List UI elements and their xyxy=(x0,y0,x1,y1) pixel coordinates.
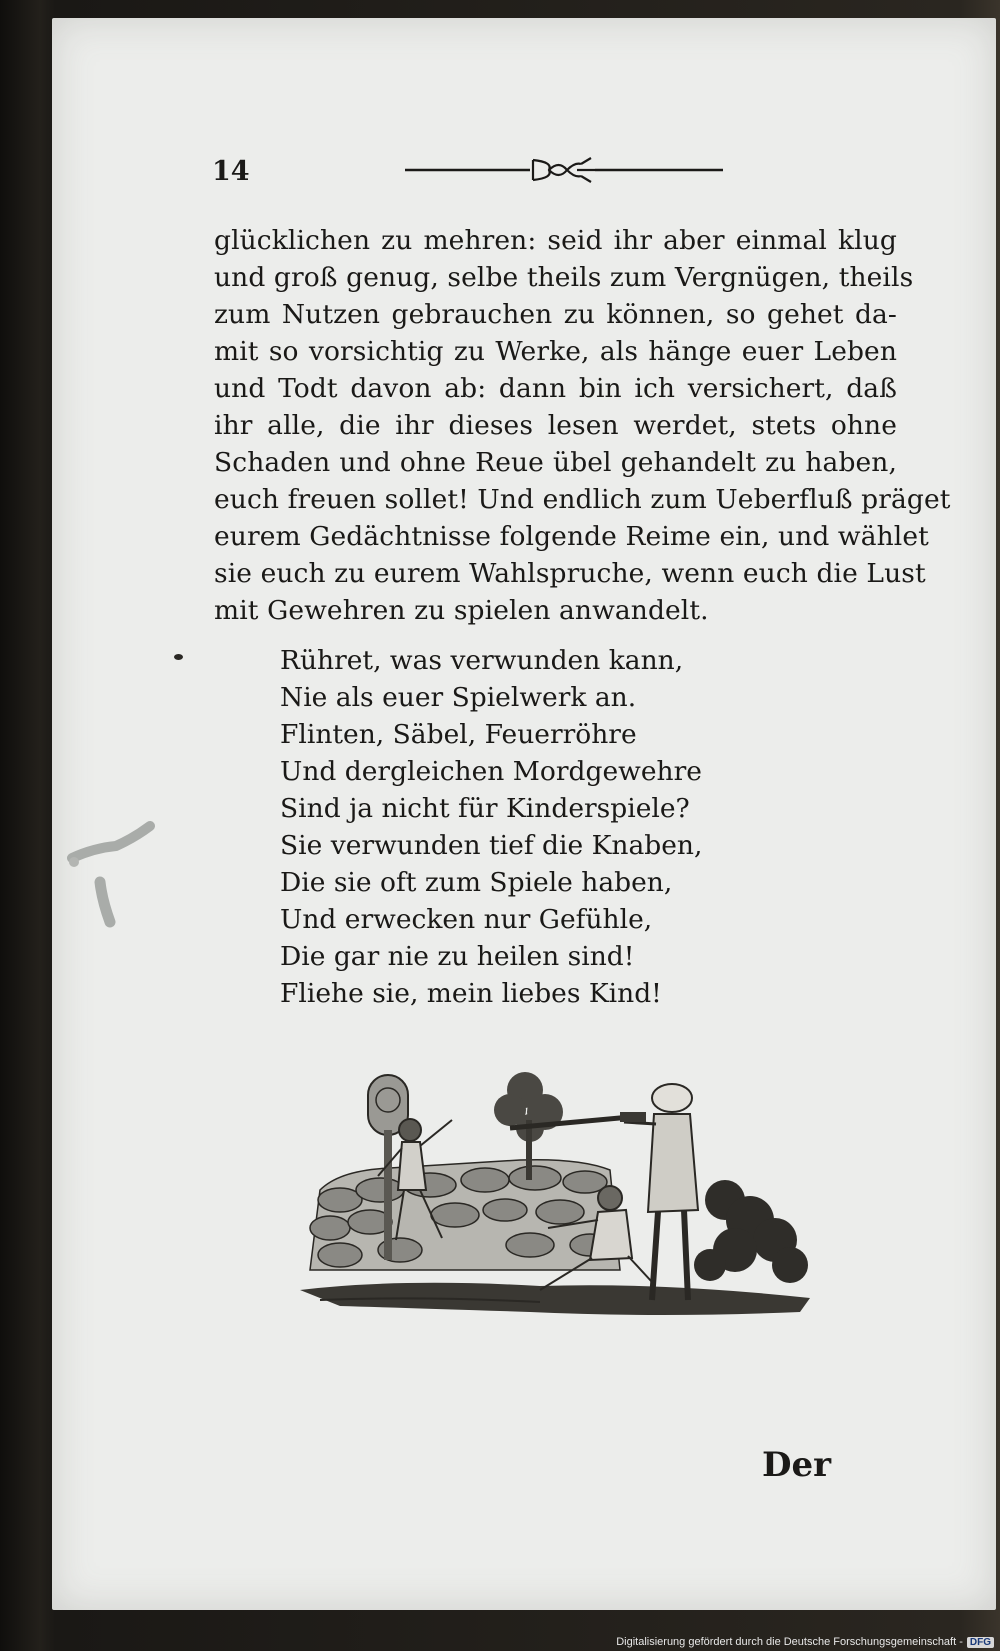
prose-line: zum Nutzen gebrauchen zu können, so gehet da- xyxy=(214,299,897,330)
poem-line: Die sie oft zum Spiele haben, xyxy=(280,867,673,898)
pencil-mark xyxy=(64,818,160,930)
poem-line: Die gar nie zu heilen sind! xyxy=(280,941,635,972)
dfg-logo[interactable]: DFG xyxy=(967,1637,994,1648)
credit-text: Digitalisierung gefördert durch die Deutsche Forschungsgemeinschaft - xyxy=(616,1636,963,1648)
prose-line: eurem Gedächtnisse folgende Reime ein, und wählet xyxy=(214,521,929,552)
prose-line: glücklichen zu mehren: seid ihr aber einmal klug xyxy=(214,225,897,256)
poem-line: Und dergleichen Mordgewehre xyxy=(280,756,702,787)
poem-line: Sie verwunden tief die Knaben, xyxy=(280,830,703,861)
poem-line: Sind ja nicht für Kinderspiele? xyxy=(280,793,690,824)
prose-line: und groß genug, selbe theils zum Vergnügen, theils xyxy=(214,262,914,293)
page-number: 14 xyxy=(212,156,250,187)
poem-line: Fliehe sie, mein liebes Kind! xyxy=(280,978,662,1009)
margin-mark xyxy=(174,654,183,660)
poem-line: Nie als euer Spielwerk an. xyxy=(280,682,637,713)
prose-line: euch freuen sollet! Und endlich zum Ueberfluß präget xyxy=(214,484,951,515)
prose-line: Schaden und ohne Reue übel gehandelt zu haben, xyxy=(214,447,897,478)
catchword: Der xyxy=(762,1445,832,1485)
engraving-illustration xyxy=(280,1050,840,1370)
poem-line: Rühret, was verwunden kann, xyxy=(280,645,684,676)
prose-line: mit Gewehren zu spielen anwandelt. xyxy=(214,595,709,626)
prose-line: ihr alle, die ihr dieses lesen werdet, stets ohne xyxy=(214,410,897,441)
digitization-credit xyxy=(616,1636,994,1648)
poem-line: Und erwecken nur Gefühle, xyxy=(280,904,653,935)
prose-line: sie euch zu eurem Wahlspruche, wenn euch die Lust xyxy=(214,558,926,589)
header-ornament xyxy=(405,154,723,186)
prose-line: und Todt davon ab: dann bin ich versichert, daß xyxy=(214,373,897,404)
poem-line: Flinten, Säbel, Feuerröhre xyxy=(280,719,637,750)
prose-line: mit so vorsichtig zu Werke, als hänge euer Leben xyxy=(214,336,897,367)
